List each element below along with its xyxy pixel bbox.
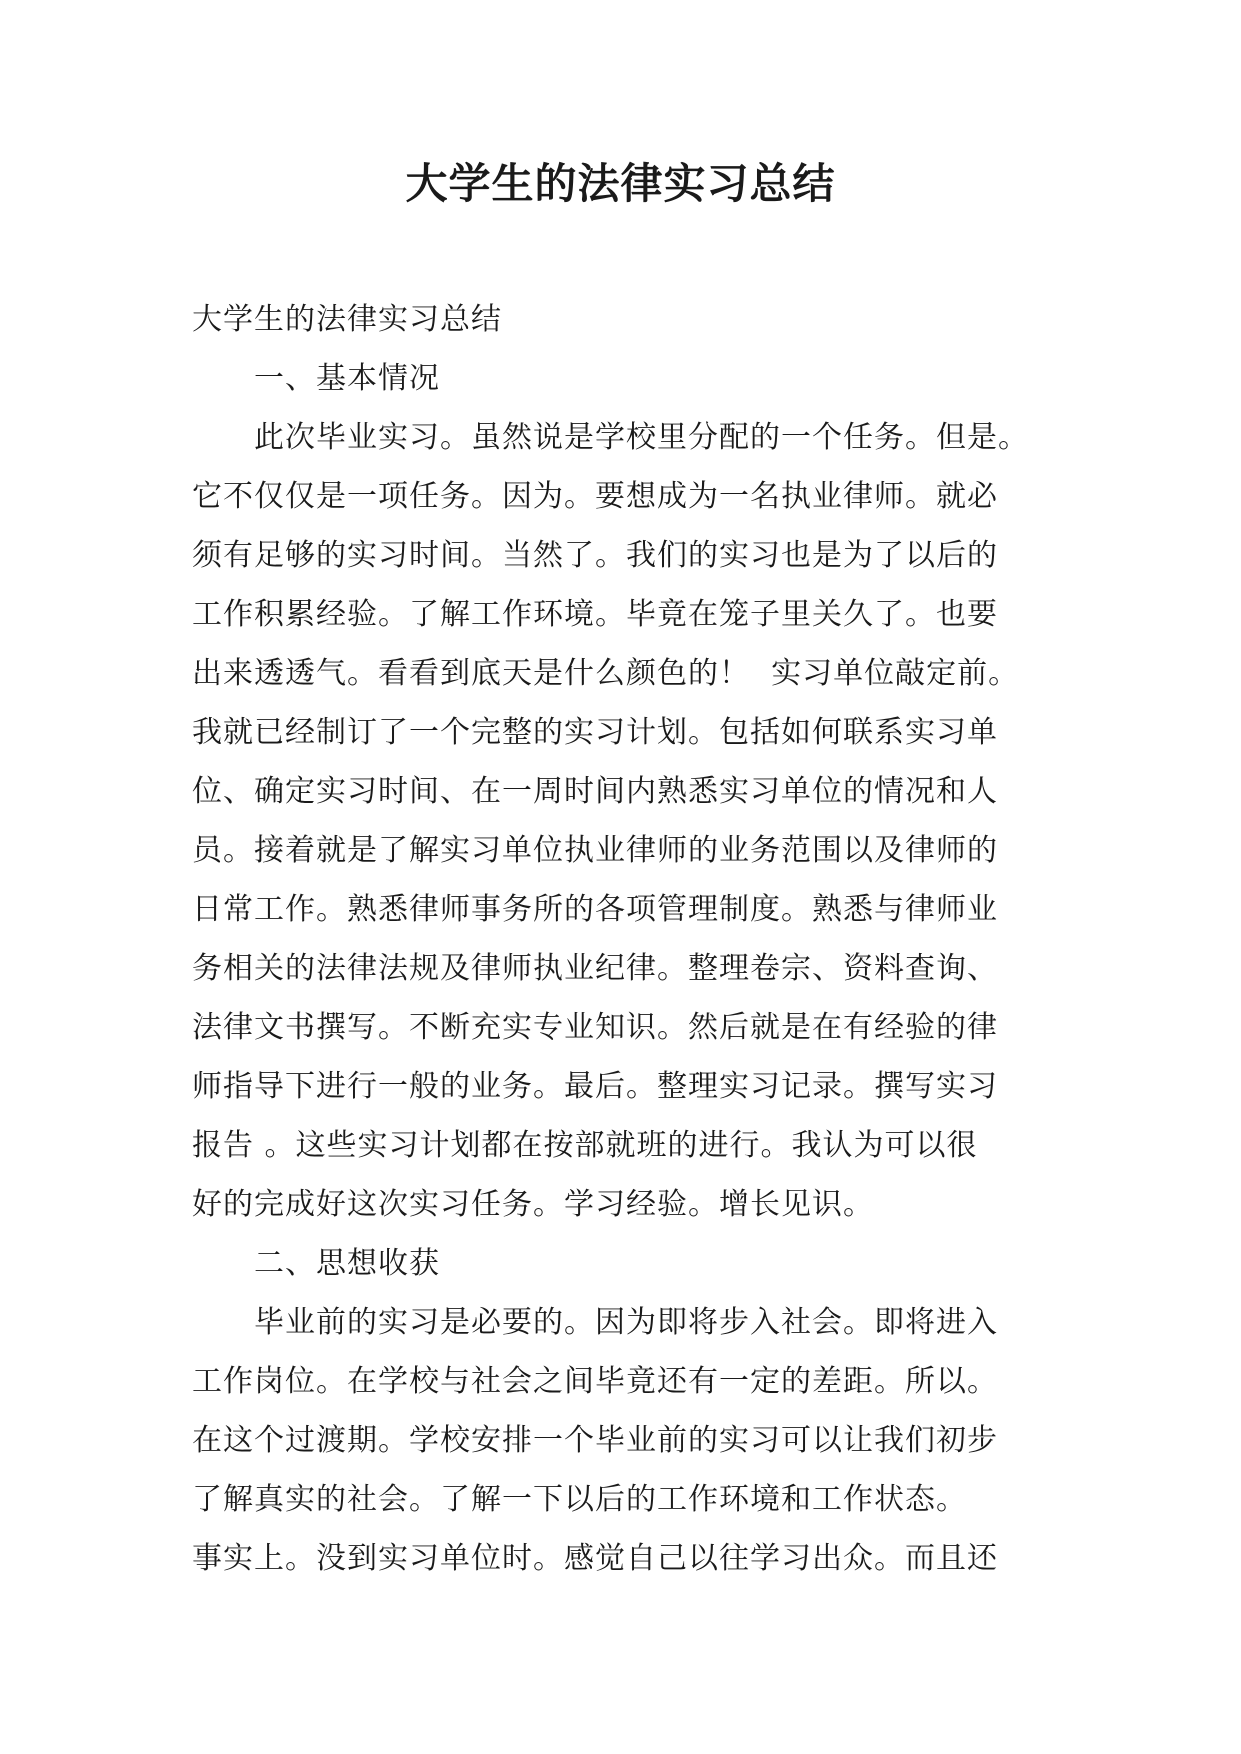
body-line: 位、确定实习时间、在一周时间内熟悉实习单位的情况和人 [192, 774, 998, 809]
document-title: 大学生的法律实习总结 [405, 159, 836, 208]
body-line: 一、基本情况 [192, 361, 440, 396]
body-line: 了解真实的社会。了解一下以后的工作环境和工作状态。 [192, 1482, 967, 1517]
body-line: 出来透透气。看看到底天是什么颜色的！ 实习单位敲定前。 [192, 656, 1020, 691]
body-line: 它不仅仅是一项任务。因为。要想成为一名执业律师。就必 [192, 479, 998, 514]
body-line: 我就已经制订了一个完整的实习计划。包括如何联系实习单 [192, 715, 998, 750]
body-line: 工作岗位。在学校与社会之间毕竟还有一定的差距。所以。 [192, 1364, 998, 1399]
body-line: 工作积累经验。了解工作环境。毕竟在笼子里关久了。也要 [192, 597, 998, 632]
document-body [192, 290, 1062, 1588]
body-line: 事实上。没到实习单位时。感觉自己以往学习出众。而且还 [192, 1541, 998, 1576]
body-line: 须有足够的实习时间。当然了。我们的实习也是为了以后的 [192, 538, 998, 573]
body-line: 在这个过渡期。学校安排一个毕业前的实习可以让我们初步 [192, 1423, 998, 1458]
body-line: 此次毕业实习。虽然说是学校里分配的一个任务。但是。 [192, 420, 1029, 455]
body-line: 二、思想收获 [192, 1246, 440, 1281]
body-line: 法律文书撰写。不断充实专业知识。然后就是在有经验的律 [192, 1010, 998, 1045]
body-line: 毕业前的实习是必要的。因为即将步入社会。即将进入 [192, 1305, 998, 1340]
body-line: 员。接着就是了解实习单位执业律师的业务范围以及律师的 [192, 833, 998, 868]
body-line: 日常工作。熟悉律师事务所的各项管理制度。熟悉与律师业 [192, 892, 998, 927]
body-line: 好的完成好这次实习任务。学习经验。增长见识。 [192, 1187, 874, 1222]
body-line: 报告 。这些实习计划都在按部就班的进行。我认为可以很 [192, 1128, 978, 1163]
body-line: 务相关的法律法规及律师执业纪律。整理卷宗、资料查询、 [192, 951, 998, 986]
body-line: 大学生的法律实习总结 [192, 302, 502, 337]
body-line: 师指导下进行一般的业务。最后。整理实习记录。撰写实习 [192, 1069, 998, 1104]
